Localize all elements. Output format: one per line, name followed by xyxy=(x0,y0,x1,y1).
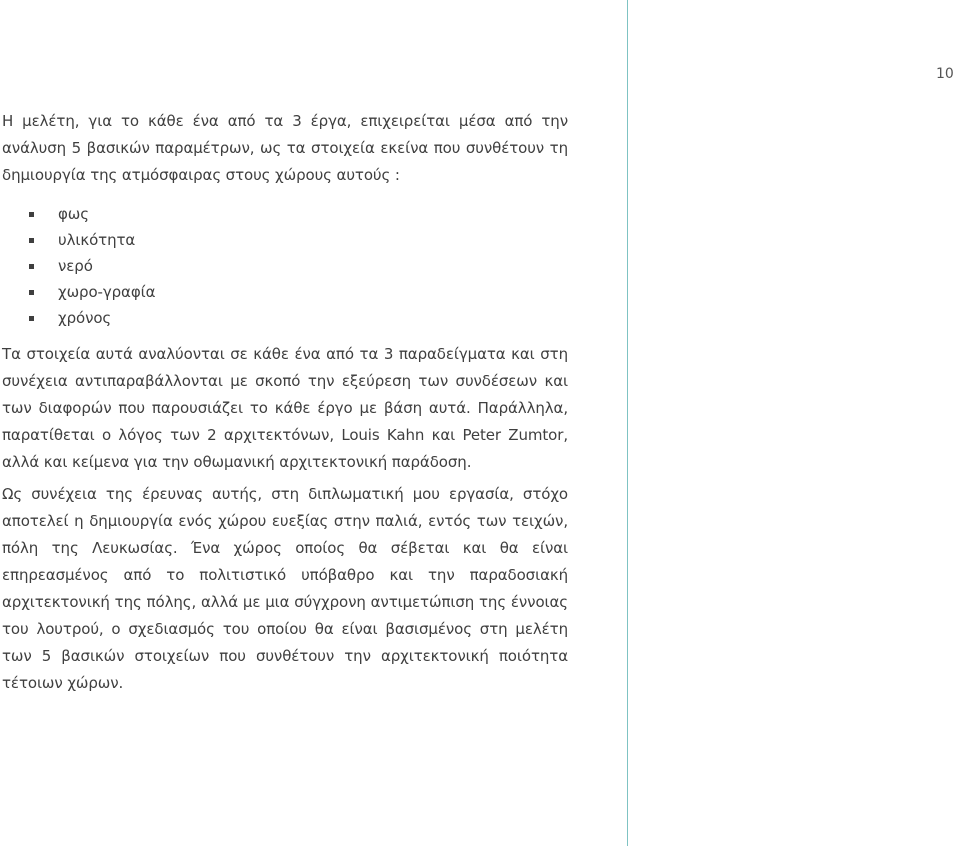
intro-paragraph: Η μελέτη, για το κάθε ένα από τα 3 έργα, επιχειρείται μέσα από την ανάλυση 5 βασικών παραμέτρων, ως τα στοιχεία εκείνα που συνθέτουν τη δημιουργία της ατμόσφαιρας στους χώρους αυτούς : xyxy=(2,112,568,184)
square-bullet-icon xyxy=(29,238,34,243)
document-body xyxy=(2,108,568,697)
list-item-label: νερό xyxy=(58,256,93,275)
list-item xyxy=(2,253,568,279)
list-item-label: φως xyxy=(58,204,89,223)
list-item xyxy=(2,279,568,305)
list-item xyxy=(2,201,568,227)
square-bullet-icon xyxy=(29,212,34,217)
square-bullet-icon xyxy=(29,316,34,321)
square-bullet-icon xyxy=(29,290,34,295)
square-bullet-icon xyxy=(29,264,34,269)
list-item-label: χωρο-γραφία xyxy=(58,282,156,301)
list-item xyxy=(2,305,568,331)
list-item xyxy=(2,227,568,253)
analysis-paragraph: Τα στοιχεία αυτά αναλύονται σε κάθε ένα από τα 3 παραδείγματα και στη συνέχεια αντιπαραβάλλονται με σκοπό την εξεύρεση των συνδέσεων και των διαφορών που παρουσιάζει το κάθε έργο με βάση αυτά. Παράλληλα, παρατίθεται ο λόγος των 2 αρχιτεκτόνων, Louis Kahn και Peter Zumtor, αλλά και κείμενα για την οθωμανική αρχιτεκτονική παράδοση. xyxy=(2,345,568,471)
page-number: 10 xyxy=(936,66,954,82)
margin-divider-line xyxy=(627,0,628,846)
thesis-paragraph: Ως συνέχεια της έρευνας αυτής, στη διπλωματική μου εργασία, στόχο αποτελεί η δημιουργία ενός χώρου ευεξίας στην παλιά, εντός των τειχών, πόλη της Λευκωσίας. Ένα χώρος οποίος θα σέβεται και θα είναι επηρεασμένος από το πολιτιστικό υπόβαθρο και την παραδοσιακή αρχιτεκτονική της πόλης, αλλά με μια σύγχρονη αντιμετώπιση της έννοιας του λουτρού, ο σχεδιασμός του οποίου θα είναι βασισμένος στη μελέτη των 5 βασικών στοιχείων που συνθέτουν την αρχιτεκτονική ποιότητα τέτοιων χώρων. xyxy=(2,485,568,692)
list-item-label: υλικότητα xyxy=(58,230,136,249)
list-item-label: χρόνος xyxy=(58,308,112,327)
parameters-list xyxy=(2,201,568,331)
